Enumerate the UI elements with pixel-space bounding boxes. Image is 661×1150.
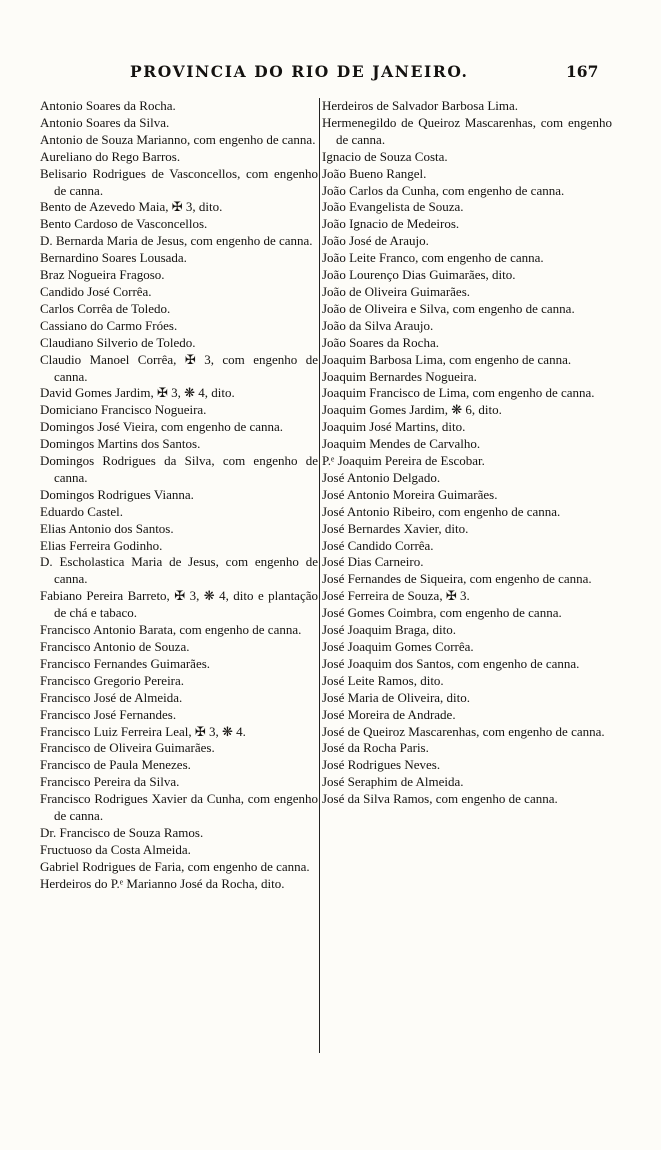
list-item: Joaquim Mendes de Carvalho. <box>322 436 481 452</box>
list-item: Cassiano do Carmo Fróes. <box>40 317 178 333</box>
list-item: Bernardino Soares Lousada. <box>40 250 187 266</box>
list-item: José Gomes Coimbra, com engenho de canna. <box>322 605 562 621</box>
list-item: Bento de Azevedo Maia, ✠ 3, dito. <box>40 199 223 215</box>
page-header <box>0 62 661 86</box>
list-item: Elias Ferreira Godinho. <box>40 537 163 553</box>
list-item: Francisco Rodrigues Xavier da Cunha, com engenho de canna. <box>40 791 318 824</box>
list-item: Joaquim Francisco de Lima, com engenho de canna. <box>322 385 595 401</box>
list-item: José Leite Ramos, dito. <box>322 672 444 688</box>
list-item: José Fernandes de Siqueira, com engenho de canna. <box>322 571 592 587</box>
list-item: Braz Nogueira Fragoso. <box>40 267 165 283</box>
list-item: D. Bernarda Maria de Jesus, com engenho de canna. <box>40 233 313 249</box>
list-item: Aureliano do Rego Barros. <box>40 148 181 164</box>
list-item: Elias Antonio dos Santos. <box>40 520 174 536</box>
list-item: Francisco José de Almeida. <box>40 689 183 705</box>
list-item: João de Oliveira e Silva, com engenho de canna. <box>322 300 575 316</box>
column-rule <box>319 98 320 1053</box>
list-item: Bento Cardoso de Vasconcellos. <box>40 216 208 232</box>
list-item: José Joaquim Gomes Corrêa. <box>322 639 474 654</box>
list-item: João Leite Franco, com engenho de canna. <box>322 250 544 266</box>
list-item: Fabiano Pereira Barreto, ✠ 3, ❋ 4, dito e plantação de chá e tabaco. <box>40 588 318 621</box>
list-item: Francisco Fernandes Guimarães. <box>40 655 211 671</box>
list-item: Fructuoso da Costa Almeida. <box>40 841 191 857</box>
list-item: José Joaquim dos Santos, com engenho de canna. <box>322 655 580 671</box>
list-item: Antonio de Souza Marianno, com engenho de canna. <box>40 131 316 147</box>
list-item: José Ferreira de Souza, ✠ 3. <box>322 588 470 604</box>
list-item: José Bernardes Xavier, dito. <box>322 520 469 536</box>
list-item: Domiciano Francisco Nogueira. <box>40 402 207 418</box>
list-item: Joaquim Bernardes Nogueira. <box>322 368 477 384</box>
list-item: João Carlos da Cunha, com engenho de canna. <box>322 182 565 198</box>
list-item: Francisco Gregorio Pereira. <box>40 672 185 688</box>
list-item: José da Silva Ramos, com engenho de canna. <box>322 791 558 807</box>
list-item: Antonio Soares da Rocha. <box>40 98 176 113</box>
list-item: Francisco de Oliveira Guimarães. <box>40 740 215 756</box>
list-item: Gabriel Rodrigues de Faria, com engenho de canna. <box>40 858 310 874</box>
list-item: João Evangelista de Souza. <box>322 199 464 215</box>
list-item: Belisario Rodrigues de Vasconcellos, com engenho de canna. <box>40 165 318 198</box>
list-item: Francisco Antonio Barata, com engenho de canna. <box>40 622 302 638</box>
list-item: José da Rocha Paris. <box>322 740 429 756</box>
list-item: João Bueno Rangel. <box>322 165 427 181</box>
list-item: Francisco de Paula Menezes. <box>40 757 191 773</box>
list-item: Ignacio de Souza Costa. <box>322 148 448 164</box>
list-item: João da Silva Araujo. <box>322 317 434 333</box>
list-item: João Ignacio de Medeiros. <box>322 216 460 232</box>
list-item: Joaquim José Martins, dito. <box>322 419 466 435</box>
right-column <box>322 98 612 808</box>
list-item: Domingos Martins dos Santos. <box>40 436 201 452</box>
list-item: João Soares da Rocha. <box>322 334 439 350</box>
list-item: Claudiano Silverio de Toledo. <box>40 334 196 350</box>
list-item: Claudio Manoel Corrêa, ✠ 3, com engenho de canna. <box>40 351 318 384</box>
list-item: José Antonio Ribeiro, com engenho de canna. <box>322 503 561 519</box>
list-item: Dr. Francisco de Souza Ramos. <box>40 824 204 840</box>
list-item: Antonio Soares da Silva. <box>40 114 170 130</box>
list-item: João Lourenço Dias Guimarães, dito. <box>322 267 516 283</box>
list-item: José Joaquim Braga, dito. <box>322 622 456 638</box>
list-item: D. Escholastica Maria de Jesus, com engenho de canna. <box>40 554 318 587</box>
list-item: João José de Araujo. <box>322 233 429 249</box>
list-item: Domingos Rodrigues da Silva, com engenho de canna. <box>40 453 318 485</box>
list-item: José Antonio Delgado. <box>322 469 441 485</box>
list-item: Francisco Luiz Ferreira Leal, ✠ 3, ❋ 4. <box>40 723 246 739</box>
running-title: PROVINCIA DO RIO DE JANEIRO. <box>130 62 469 81</box>
list-item: José de Queiroz Mascarenhas, com engenho de canna. <box>322 723 605 739</box>
list-item: José Dias Carneiro. <box>322 554 424 570</box>
list-item: José Maria de Oliveira, dito. <box>322 689 471 705</box>
list-item: Francisco Pereira da Silva. <box>40 774 180 790</box>
page-number: 167 <box>566 62 599 81</box>
list-item: Francisco Antonio de Souza. <box>40 639 190 654</box>
list-item: P.ᵉ Joaquim Pereira de Escobar. <box>322 453 485 469</box>
list-item: José Antonio Moreira Guimarães. <box>322 486 498 502</box>
list-item: Joaquim Barbosa Lima, com engenho de canna. <box>322 351 572 367</box>
list-item: José Moreira de Andrade. <box>322 706 456 722</box>
list-item: Domingos Rodrigues Vianna. <box>40 486 194 502</box>
list-item: Francisco José Fernandes. <box>40 706 177 722</box>
list-item: José Candido Corrêa. <box>322 537 434 553</box>
list-item: José Seraphim de Almeida. <box>322 774 464 790</box>
list-item: Herdeiros do P.ᵉ Marianno José da Rocha, dito. <box>40 875 285 891</box>
list-item: Joaquim Gomes Jardim, ❋ 6, dito. <box>322 402 502 418</box>
list-item: Candido José Corrêa. <box>40 283 152 299</box>
list-item: José Rodrigues Neves. <box>322 757 441 773</box>
left-column <box>40 98 318 893</box>
list-item: Herdeiros de Salvador Barbosa Lima. <box>322 98 519 113</box>
list-item: Eduardo Castel. <box>40 503 124 519</box>
list-item: David Gomes Jardim, ✠ 3, ❋ 4, dito. <box>40 385 235 401</box>
list-item: João de Oliveira Guimarães. <box>322 283 471 299</box>
list-item: Hermenegildo de Queiroz Mascarenhas, com engenho de canna. <box>322 114 612 147</box>
list-item: Carlos Corrêa de Toledo. <box>40 300 171 316</box>
list-item: Domingos José Vieira, com engenho de canna. <box>40 419 284 435</box>
